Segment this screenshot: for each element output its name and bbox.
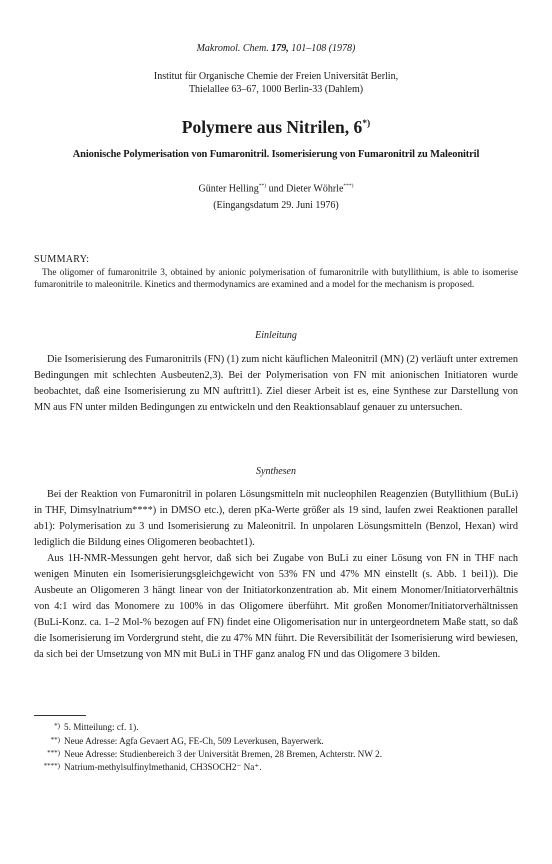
footnote-2 bbox=[34, 736, 324, 746]
paper-title-text: Polymere aus Nitrilen, 6 bbox=[181, 117, 363, 137]
journal-citation bbox=[0, 43, 552, 54]
footnote-2-mark: **) bbox=[50, 736, 60, 744]
paper-subtitle: Anionische Polymerisation von Fumaronitril. Isomerisierung von Fumaronitril zu Maleonitril bbox=[72, 149, 480, 160]
author-conjunction: und bbox=[266, 183, 287, 195]
footnote-1-mark: *) bbox=[54, 722, 60, 730]
paragraph-synthesen-1: Bei der Reaktion von Fumaronitril in polaren Lösungsmitteln mit nucleophilen Reagenzien (Butyllithium (BuLi) in THF, Dimsylnatrium****) in DMSO etc.), deren pKa-Werte größer als 19 sind, laufen zwei Reaktionen parallel ab1): Polymerisation zu 3 und Isomerisierung zu Maleonitril. In unpolaren Lösungsmitteln (Benzol, Hexan) wird lediglich die Bildung eines Oligomeren beobachtet1). bbox=[34, 489, 518, 548]
footnote-1-text: 5. Mitteilung: cf. 1). bbox=[64, 722, 139, 732]
author-2-mark: ***) bbox=[343, 183, 354, 189]
author-1-mark: **) bbox=[258, 183, 267, 189]
journal-volume: 179, bbox=[271, 43, 289, 54]
paragraph-einleitung: Die Isomerisierung des Fumaronitrils (FN) (1) zum nicht käuflichen Maleonitril (MN) (2) verläuft unter extremen Bedingungen mit schlechten Ausbeuten2,3). Bei der Polymerisation von FN mit anionischen Initiatoren wurde beobachtet, daß eine Isomerisierung zu MN auftritt1). Ziel dieser Arbeit ist es, eine Synthese zur Darstellung von MN aus FN unter milden Bedingungen zu entwickeln und den Reaktionsablauf genauer zu untersuchen. bbox=[34, 354, 518, 413]
summary-label: SUMMARY: bbox=[34, 254, 90, 265]
paragraph-synthesen-2: Aus 1H-NMR-Messungen geht hervor, daß sich bei Zugabe von BuLi zu einer Lösung von FN in THF nach wenigen Minuten ein Isomerisierungsgleichgewicht von 53% FN und 47% MN einstellt (s. Abb. 1 bei1)). Die Ausbeute an Oligomeren 3 hängt linear von der Initiatorkonzentration ab. Mit einem Monomer/Initiatorverhältnis von 4:1 wird das Monomere zu 100% in das Oligomere überführt. Mit großen Monomer/Initiatorverhältnissen (BuLi-Konz. ca. 1–2 Mol-% bezogen auf FN) findet eine Oligomerisation nur in untergeordnetem Maße statt, so daß die Isomerisierung im Vordergrund steht, die zu 47% MN führt. Die Reversibilität der Isomerisierung wird bewiesen, da sich bei der Umsetzung von MN mit BuLi in THF ganz analog FN und das Oligomere 3 bilden. bbox=[34, 553, 518, 660]
footnote-3-text: Neue Adresse: Studienbereich 3 der Universität Bremen, 28 Bremen, Achterstr. NW 2. bbox=[64, 749, 382, 759]
paper-title bbox=[0, 117, 552, 138]
journal-name: Makromol. Chem. bbox=[196, 43, 269, 54]
institute-line-2: Thielallee 63–67, 1000 Berlin-33 (Dahlem) bbox=[188, 84, 364, 95]
footnote-1 bbox=[34, 722, 139, 732]
footnote-divider bbox=[34, 715, 86, 716]
footnote-4 bbox=[34, 762, 262, 773]
institute-line-1: Institut für Organische Chemie der Freien Universität Berlin, bbox=[153, 71, 399, 82]
footnote-2-text: Neue Adresse: Agfa Gevaert AG, FE-Ch, 509 Leverkusen, Bayerwerk. bbox=[64, 736, 324, 746]
received-date: (Eingangsdatum 29. Juni 1976) bbox=[213, 200, 339, 211]
section-heading-einleitung: Einleitung bbox=[255, 330, 297, 341]
summary-text: The oligomer of fumaronitrile 3, obtained by anionic polymerisation of fumaronitrile with butyllithium, is able to isomerise fumaronitrile to maleonitrile. Kinetics and thermodynamics are examined and a model for the mechanism is proposed. bbox=[34, 268, 518, 290]
author-line bbox=[0, 183, 552, 194]
author-1: Günter Helling bbox=[198, 183, 259, 195]
footnote-4-text: Natrium-methylsulfinylmethanid, CH3SOCH2⁻ Na⁺. bbox=[64, 762, 262, 772]
journal-pages-year: 101–108 (1978) bbox=[291, 43, 356, 54]
footnote-3 bbox=[34, 749, 382, 759]
section-heading-synthesen: Synthesen bbox=[256, 466, 296, 477]
author-2: Dieter Wöhrle bbox=[286, 183, 344, 195]
title-footnote-mark: *) bbox=[362, 118, 371, 130]
footnote-4-mark: ****) bbox=[43, 762, 60, 770]
footnote-3-mark: ***) bbox=[47, 749, 60, 757]
